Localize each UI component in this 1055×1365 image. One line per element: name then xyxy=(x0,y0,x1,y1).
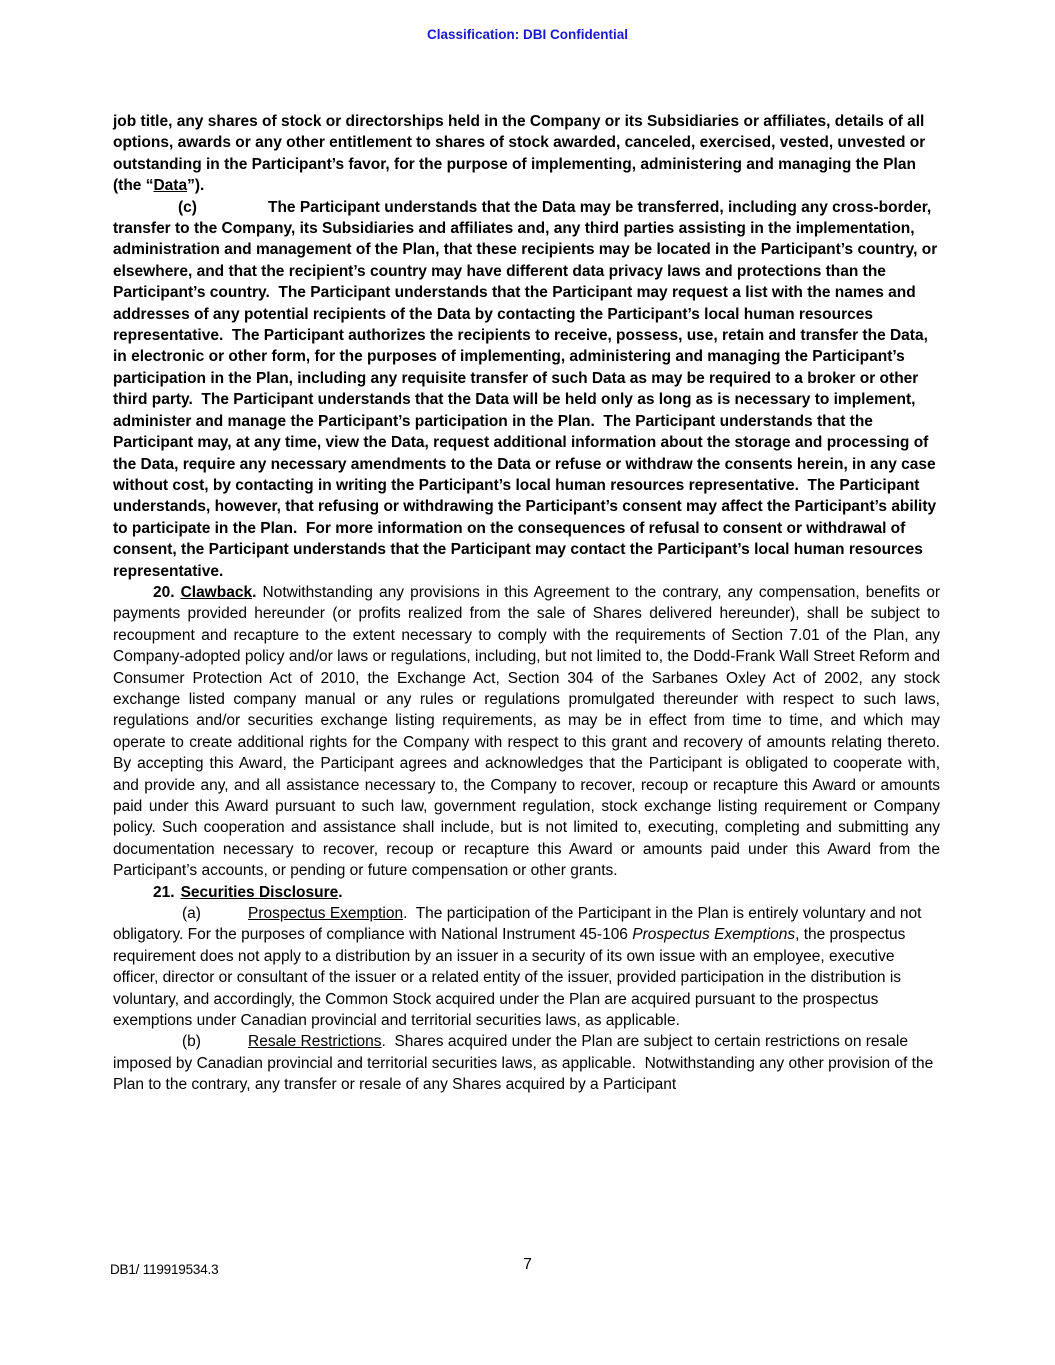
instrument-name-italic: Prospectus Exemptions xyxy=(632,926,796,944)
heading-period: . xyxy=(338,883,343,901)
document-body xyxy=(113,111,940,1096)
paragraph-a-prospectus-exemption xyxy=(113,903,940,1031)
paragraph-label-c: (c) xyxy=(178,198,197,216)
text-run: . Shares acquired under the Plan are subject to certain restrictions on resale imposed by Canadian provincial and territorial securities laws, as applicable. Notwithstanding any other provision of the Plan to the contrary, any transfer or resale of any Shares acquired by a Participant xyxy=(113,1033,934,1094)
resale-restrictions-heading: Resale Restrictions xyxy=(248,1033,382,1051)
heading-period: . xyxy=(252,583,257,601)
data-term: Data xyxy=(153,177,188,195)
text-run: The Participant understands that the Data may be transferred, including any cross-border, transfer to the Company, its Subsidiaries and affiliates and, any third parties assisting in the implementation, administration and management of the Plan, that these recipients may be located in the Participant’s country, or elsewhere, and that the recipient’s country may have different data privacy laws and protections than the Participant’s country. The Participant understands that the Participant may request a list with the names and addresses of any potential recipients of the Data by contacting the Participant’s local human resources representative. The Participant authorizes the recipients to receive, possess, use, retain and transfer the Data, in electronic or other form, for the purposes of implementing, administering and managing the Participant’s participation in the Plan, including any requisite transfer of such Data as may be required to a broker or other third party. The Participant understands that the Data will be held only as long as is necessary to implement, administer and manage the Participant’s participation in the Plan. The Participant understands that the Participant may, at any time, view the Data, request additional information about the storage and processing of the Data, require any necessary amendments to the Data or refuse or withdraw the consents herein, in any case without cost, by contacting in writing the Participant’s local human resources representative. The Participant understands, however, that refusing or withdrawing the Participant’s consent may affect the Participant’s ability to participate in the Plan. For more information on the consequences of refusal to consent or withdrawal of consent, the Participant understands that the Participant may contact the Participant’s local human resources representative. xyxy=(113,198,938,580)
section-20-clawback xyxy=(113,582,940,882)
classification-banner: Classification: DBI Confidential xyxy=(426,27,629,42)
paragraph-c-data-transfer xyxy=(113,197,940,582)
section-number: 21. xyxy=(153,883,175,901)
prospectus-exemption-heading: Prospectus Exemption xyxy=(248,905,404,923)
text-run: Notwithstanding any provisions in this Agreement to the contrary, any compensation, benefits or payments provided hereunder (or profits realized from the sale of Shares delivered hereunder), shall be subject to recoupment and recapture to the extent necessary to comply with the requirements of Section 7.01 of the Plan, any Company-adopted policy and/or laws or regulations, including, but not limited to, the Dodd-Frank Wall Street Reform and Consumer Protection Act of 2010, the Exchange Act, Section 304 of the Sarbanes Oxley Act of 2002, any stock exchange listed company manual or any rules or regulations promulgated thereunder with respect to such laws, regulations and/or securities exchange listing requirements, as may be in effect from time to time, and which may operate to create additional rights for the Company with respect to this grant and recovery of amounts relating thereto. By accepting this Award, the Participant agrees and acknowledges that the Participant is obligated to cooperate with, and provide any, and all assistance necessary to, the Company to recover, recoup or recapture this Award or amounts paid under this Award pursuant to such law, government regulation, stock exchange listing requirement or Company policy. Such cooperation and assistance shall include, but is not limited to, executing, completing and submitting any documentation necessary to recover, recoup or recapture this Award or amounts paid under this Award from the Participant’s accounts, or pending or future compensation or other grants. xyxy=(113,583,940,880)
text-run: , the prospectus requirement does not apply to a distribution by an issuer in a security of its own issue with an employee, executive officer, director or consultant of the issuer or a related entity of the issuer, provided participation in the distribution is voluntary, and accordingly, the Common Stock acquired under the Plan are acquired pursuant to the prospectus exemptions under Canadian provincial and territorial securities laws, as applicable. xyxy=(113,926,906,1030)
footer xyxy=(0,1256,1055,1286)
document-id: DB1/ 119919534.3 xyxy=(110,1262,219,1277)
text-run: ”). xyxy=(187,177,205,195)
section-number: 20. xyxy=(153,583,175,601)
paragraph-b-resale-restrictions xyxy=(113,1031,940,1095)
page-number: 7 xyxy=(523,1256,532,1273)
paragraph-label-a: (a) xyxy=(182,905,201,923)
section-21-securities-disclosure xyxy=(113,882,940,903)
text-run: job title, any shares of stock or directorships held in the Company or its Subsidiaries or affiliates, details of all options, awards or any other entitlement to shares of stock awarded, canceled, exercised, vested, unvested or outstanding in the Participant’s favor, for the purpose of implementing, administering and managing the Plan (the “ xyxy=(113,113,926,195)
intro-paragraph xyxy=(113,111,940,197)
text-run: . The participation of the Participant in the Plan is entirely voluntary and not obligatory. For the purposes of compliance with National Instrument 45-106 xyxy=(113,905,922,944)
paragraph-label-b: (b) xyxy=(182,1033,201,1051)
securities-disclosure-heading: Securities Disclosure xyxy=(180,883,339,901)
clawback-heading: Clawback xyxy=(180,583,253,601)
